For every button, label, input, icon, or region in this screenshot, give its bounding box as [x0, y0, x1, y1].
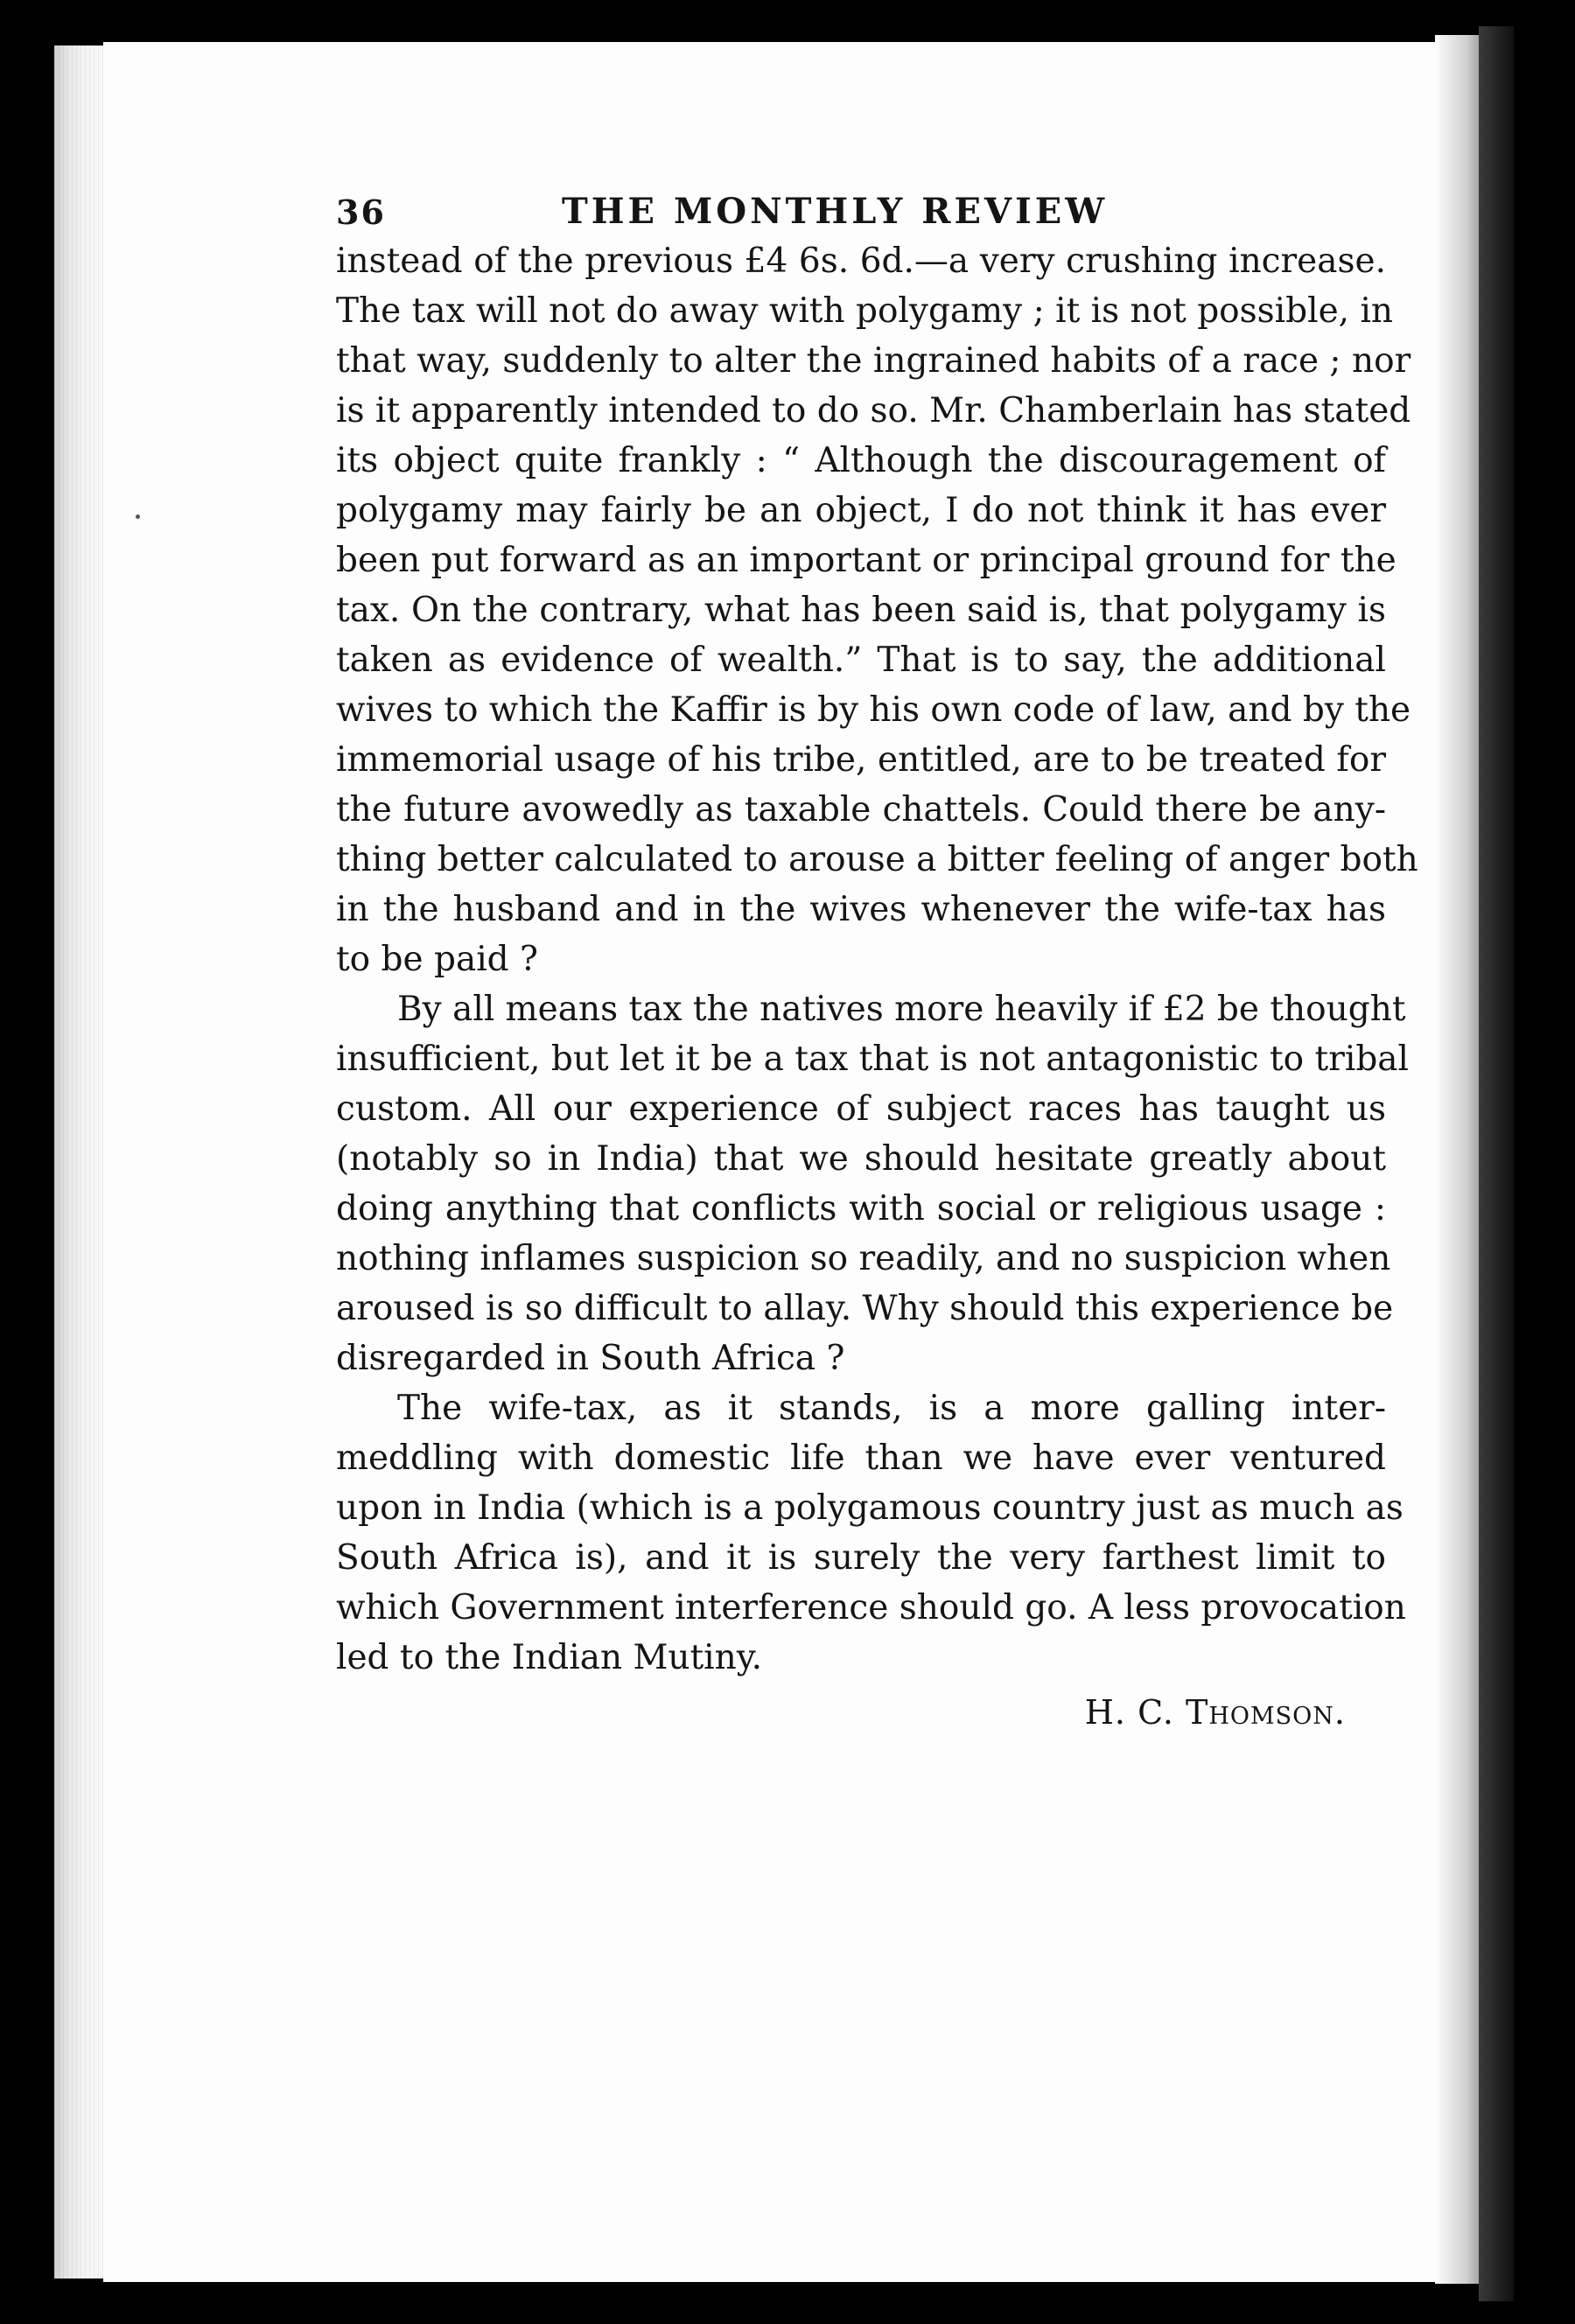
text-line: disregarded in South Africa ? [336, 1339, 845, 1378]
text-line: custom. All our experience of subject races has taught us [336, 1089, 1386, 1129]
text-line: aroused is so difficult to allay. Why should this experience be [336, 1289, 1394, 1328]
text-line: taken as evidence of wealth.” That is to say, the additional [336, 640, 1386, 680]
page-text-block [336, 184, 1418, 1738]
paper-speck [136, 514, 140, 519]
text-line: nothing inflames suspicion so readily, and no suspicion when [336, 1239, 1391, 1278]
author-signature [336, 1688, 1386, 1738]
body-text [336, 236, 1418, 1683]
text-line: its object quite frankly : “ Although the discouragement of [336, 441, 1386, 480]
paragraph [336, 984, 1410, 1383]
text-line: (notably so in India) that we should hesitate greatly about [336, 1139, 1386, 1179]
text-line: By all means tax the natives more heavily if £2 be thought [397, 990, 1406, 1029]
text-line: is it apparently intended to do so. Mr. Chamberlain has stated [336, 391, 1411, 430]
paragraph [336, 1383, 1406, 1683]
author-initials: H. C. [1084, 1693, 1186, 1732]
text-line: led to the Indian Mutiny. [336, 1638, 763, 1677]
text-line: polygamy may fairly be an object, I do not think it has ever [336, 491, 1386, 530]
page-header [336, 184, 1386, 236]
text-line: upon in India (which is a polygamous country just as much as [336, 1488, 1404, 1528]
text-line: tax. On the contrary, what has been said is, that polygamy is [336, 591, 1386, 630]
facing-page-edge [1479, 26, 1514, 2301]
text-line: The wife-tax, as it stands, is a more galling inter- [397, 1389, 1386, 1428]
page-block-lines [54, 46, 105, 2278]
text-line: that way, suddenly to alter the ingrained habits of a race ; nor [336, 341, 1411, 381]
text-line: which Government interference should go. A less provocation [336, 1588, 1406, 1628]
paragraph [336, 236, 1418, 984]
text-line: instead of the previous £4 6s. 6d.—a very crushing increase. [336, 242, 1386, 281]
text-line: doing anything that conflicts with social or religious usage : [336, 1189, 1386, 1228]
text-line: thing better calculated to arouse a bitter feeling of anger both [336, 840, 1418, 879]
text-line: to be paid ? [336, 940, 538, 979]
text-line: immemorial usage of his tribe, entitled, are to be treated for [336, 740, 1386, 780]
running-head: THE MONTHLY REVIEW [562, 191, 1109, 232]
text-line: the future avowedly as taxable chattels. Could there be any- [336, 790, 1386, 830]
text-line: been put forward as an important or principal ground for the [336, 541, 1396, 580]
text-line: The tax will not do away with polygamy ; it is not possible, in [336, 291, 1394, 331]
text-line: wives to which the Kaffir is by his own code of law, and by the [336, 690, 1411, 730]
page-number: 36 [336, 192, 386, 232]
text-line: South Africa is), and it is surely the very farthest limit to [336, 1538, 1386, 1578]
text-line: insufficient, but let it be a tax that is not antagonistic to tribal [336, 1040, 1410, 1079]
text-line: meddling with domestic life than we have ever ventured [336, 1438, 1386, 1478]
text-line: in the husband and in the wives whenever the wife-tax has [336, 890, 1386, 929]
author-surname: Thomson. [1185, 1693, 1346, 1732]
